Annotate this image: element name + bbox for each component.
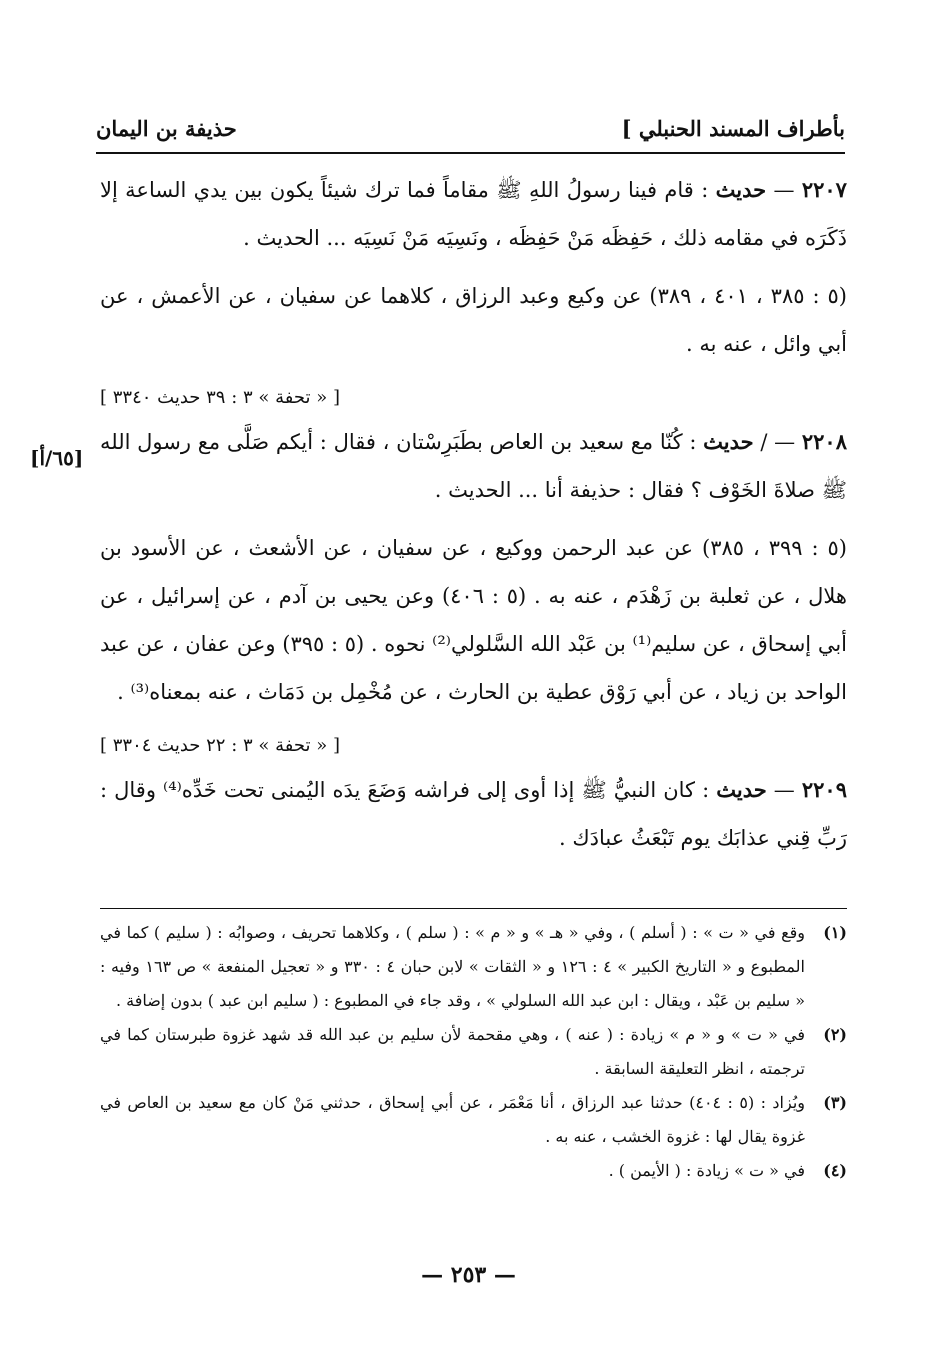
footnote <box>100 916 847 1018</box>
hadith-number: ٢٢٠٧ <box>801 177 847 202</box>
hadith-2208-tuhfa: [ « تحفة » ٣ : ٢٢ حديث ٣٣٠٤ ] <box>100 735 340 756</box>
hadith-2207: ٢٢٠٧ — حديث : قام فينا رسولُ اللهِ ﷺ مقاماً فما ترك شيئاً يكون بين يدي الساعة إلا ذَكَرَه في مقامه ذلك ، حَفِظَه مَنْ حَفِظَه ، ونَسِيَه مَنْ نَسِيَه ... الحديث . <box>100 177 847 250</box>
hadith-text: كُنّا مع سعيد بن العاص بطَبَرِسْتان ، فقال : أيكم صَلَّى مع رسول الله ﷺ صلاةَ الخَوْف ؟ فقال : حذيفة أنا ... الحديث . <box>100 430 847 502</box>
footnote-number: (١) <box>823 923 847 942</box>
running-header <box>96 108 845 148</box>
hadith-2209: ٢٢٠٩ — حديث : كان النبيُّ ﷺ إذا أوى إلى فراشه وَضَعَ يدَه اليُمنى تحت خَدِّه⁽⁴⁾ وقال : رَبِّ قِني عذابَك يوم تَبْعَثُ عبادَك . <box>100 777 847 850</box>
hadith-2208: ٢٢٠٨ — / حديث : كُنّا مع سعيد بن العاص بطَبَرِسْتان ، فقال : أيكم صَلَّى مع رسول الله ﷺ صلاةَ الخَوْف ؟ فقال : حذيفة أنا ... الحديث . <box>100 429 847 502</box>
hadith-label: حديث <box>716 777 767 802</box>
hadith-label: حديث <box>715 177 767 202</box>
hadith-2207-reference: (٥ : ٣٨٥ ، ٤٠١ ، ٣٨٩) عن وكيع وعبد الرزاق ، كلاهما عن سفيان ، عن الأعمش ، عن أبي وائل ، عنه به . <box>100 284 847 356</box>
header-section-title: حذيفة بن اليمان <box>96 115 237 141</box>
hadith-2208-reference: (٥ : ٣٩٩ ، ٣٨٥) عن عبد الرحمن ووكيع ، عن سفيان ، عن الأشعث ، عن الأسود بن هلال ، عن ثعلبة بن زَهْدَم ، عنه به . (٥ : ٤٠٦) وعن يحيى بن آدم ، عن إسرائيل ، عن أبي إسحاق ، عن سليم⁽¹⁾ بن عَبْد الله السَّلولي⁽²⁾ نحوه . (٥ : ٣٩٥) وعن عفان ، عن عبد الواحد بن زياد ، عن أبي رَوْق عطية بن الحارث ، عن مُخْمِل بن دَمَاث ، عنه بمعناه⁽³⁾ . <box>100 536 848 704</box>
footnote-number: (٤) <box>823 1161 847 1180</box>
hadith-text: كان النبيُّ ﷺ إذا أوى إلى فراشه وَضَعَ يدَه اليُمنى تحت خَدِّه⁽⁴⁾ وقال : رَبِّ قِني عذابَك يوم تَبْعَثُ عبادَك . <box>100 778 847 850</box>
footnote-text: ويُزاد : (٥ : ٤٠٤) حدثنا عبد الرزاق ، أنا مَعْمَر ، عن أبي إسحاق ، حدثني مَنْ كان مع سعيد بن العاص في غزوة يقال لها : غزوة الخشب ، عنه به . <box>100 1093 806 1146</box>
footnote <box>100 1154 847 1188</box>
footnotes <box>100 916 847 1188</box>
footnote-divider <box>100 908 847 909</box>
hadith-number: ٢٢٠٨ <box>801 429 847 454</box>
hadith-2207-tuhfa: [ « تحفة » ٣ : ٣٩ حديث ٣٣٤٠ ] <box>100 387 340 408</box>
page-number: — ٢٥٣ — <box>421 1262 516 1288</box>
header-book-title: بأطراف المسند الحنبلي ] <box>621 115 845 141</box>
folio-marker: [٦٥/أ] <box>30 446 84 470</box>
footnote-number: (٣) <box>823 1093 847 1112</box>
hadith-text: قام فينا رسولُ اللهِ ﷺ مقاماً فما ترك شيئاً يكون بين يدي الساعة إلا ذَكَرَه في مقامه ذلك ، حَفِظَه مَنْ حَفِظَه ، ونَسِيَه مَنْ نَسِيَه ... الحديث . <box>100 178 847 250</box>
main-text <box>100 166 847 862</box>
footnote-text: في « ت » و « م » زيادة : ( عنه ) ، وهي مقحمة لأن سليم بن عبد الله قد شهد غزوة طبرستان كما في ترجمته ، انظر التعليقة السابقة . <box>100 1025 805 1078</box>
footnote <box>100 1086 847 1154</box>
header-divider <box>96 152 845 154</box>
footnote <box>100 1018 847 1086</box>
footnote-number: (٢) <box>823 1025 847 1044</box>
footnote-text: في « ت » زيادة : ( الأيمن ) . <box>608 1161 805 1180</box>
hadith-label: حديث <box>703 429 754 454</box>
hadith-number: ٢٢٠٩ <box>801 777 847 802</box>
footnote-text: وقع في « ت » : ( أسلم ) ، وفي « هـ » و « م » : ( سلم ) ، وكلاهما تحريف ، وصوابُه : ( سليم ) كما في المطبوع و « التاريخ الكبير » ٤ : ١٢٦ و « الثقات » لابن حبان ٤ : ٣٣٠ و « تعجيل المنفعة » ص ١٦٣ وفيه : « سليم بن عَبْد ، ويقال : ابن عبد الله السلولي » ، وقد جاء في المطبوع : ( سليم ابن عبد ) بدون إضافة . <box>100 923 805 1010</box>
